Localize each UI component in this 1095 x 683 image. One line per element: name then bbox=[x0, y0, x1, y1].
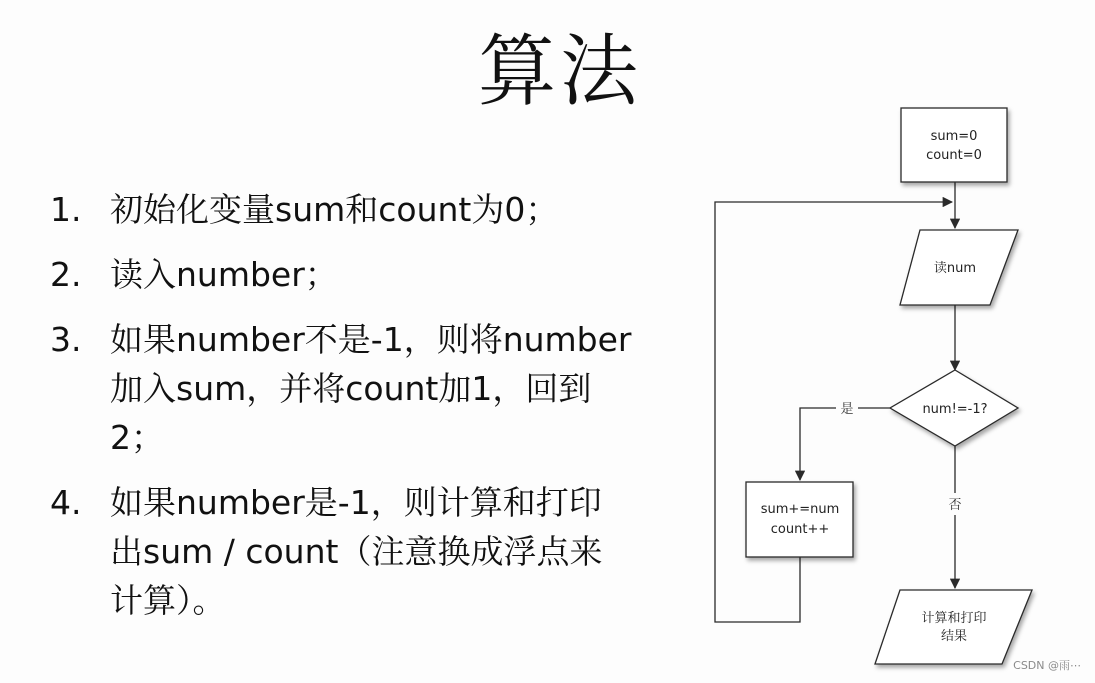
edge-label-no: 否 bbox=[948, 498, 962, 513]
step-number: 4. bbox=[50, 483, 82, 522]
step-text: 如果number是-1，则计算和打印 出sum / count（注意换成浮点来 计算）。 bbox=[110, 483, 603, 620]
init-line-2: count=0 bbox=[926, 148, 982, 163]
step-text: 初始化变量sum和count为0； bbox=[110, 190, 559, 229]
node-init bbox=[901, 108, 1007, 182]
init-line-1: sum=0 bbox=[930, 129, 978, 144]
accumulate-line-1: sum+=num bbox=[760, 502, 840, 517]
algorithm-steps bbox=[50, 185, 700, 641]
step-2 bbox=[50, 250, 700, 299]
slide-title: 算法 bbox=[477, 27, 642, 117]
node-decision bbox=[890, 370, 1018, 446]
step-number: 2. bbox=[50, 255, 82, 294]
step-4 bbox=[50, 478, 700, 625]
watermark: CSDN @雨⋯ bbox=[1013, 659, 1081, 672]
edge-decision-yes bbox=[800, 408, 890, 480]
node-read-input bbox=[900, 230, 1018, 305]
output-line-2: 结果 bbox=[940, 629, 968, 644]
decision-label: num!=-1? bbox=[922, 402, 988, 417]
step-1 bbox=[50, 185, 700, 234]
flowchart bbox=[700, 95, 1060, 675]
edge-label-yes: 是 bbox=[840, 402, 854, 417]
read-label: 读num bbox=[933, 261, 977, 276]
output-line-1: 计算和打印 bbox=[921, 611, 987, 626]
step-number: 1. bbox=[50, 190, 82, 229]
step-3 bbox=[50, 315, 700, 462]
step-number: 3. bbox=[50, 320, 82, 359]
node-output bbox=[875, 590, 1032, 664]
node-accumulate bbox=[746, 482, 853, 557]
accumulate-line-2: count++ bbox=[770, 522, 830, 537]
step-text: 如果number不是-1，则将number 加入sum，并将count加1，回到 2； bbox=[110, 320, 632, 457]
step-text: 读入number； bbox=[110, 255, 338, 294]
